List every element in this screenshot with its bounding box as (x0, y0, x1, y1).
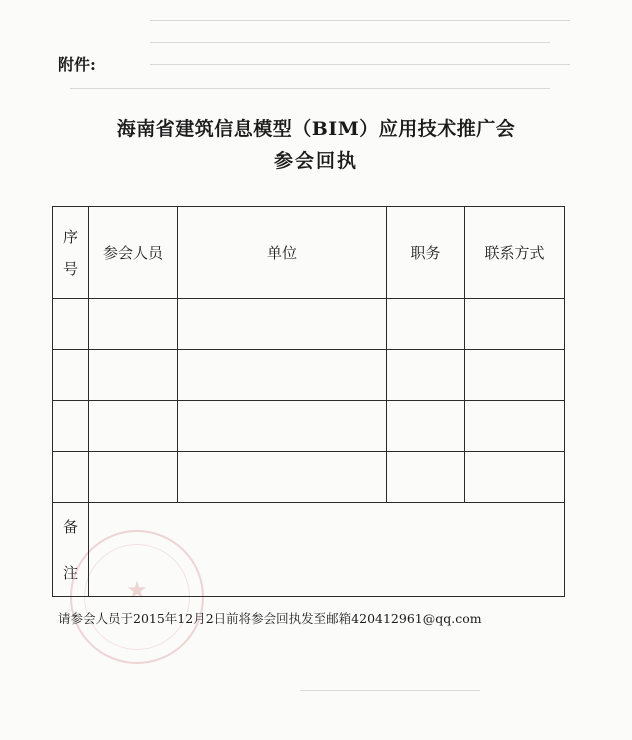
page-subtitle: 参会回执 (273, 150, 358, 172)
cell-organization[interactable] (178, 452, 387, 503)
cell-index[interactable] (53, 350, 89, 401)
cell-position[interactable] (387, 452, 465, 503)
column-header-position: 职务 (387, 207, 465, 299)
cell-position[interactable] (387, 350, 465, 401)
column-header-index: 序 号 (53, 207, 89, 299)
table-row (53, 452, 565, 503)
cell-position[interactable] (387, 401, 465, 452)
receipt-table (52, 206, 565, 597)
cell-organization[interactable] (178, 299, 387, 350)
cell-attendee[interactable] (89, 401, 178, 452)
column-header-attendee: 参会人员 (89, 207, 178, 299)
notes-row (53, 503, 565, 597)
cell-position[interactable] (387, 299, 465, 350)
bleed-through-line (70, 88, 550, 89)
cell-index[interactable] (53, 401, 89, 452)
bleed-through-line (150, 42, 550, 43)
cell-contact[interactable] (465, 452, 565, 503)
cell-index[interactable] (53, 299, 89, 350)
notes-label: 备 注 (53, 503, 89, 597)
seal-stamp: ★ (70, 530, 204, 664)
table-row (53, 401, 565, 452)
table-header-row (53, 207, 565, 299)
cell-contact[interactable] (465, 401, 565, 452)
bleed-through-line (300, 690, 480, 691)
column-header-contact: 联系方式 (465, 207, 565, 299)
notes-cell[interactable] (89, 503, 565, 597)
bleed-through-line (150, 20, 570, 21)
cell-contact[interactable] (465, 299, 565, 350)
page-title: 海南省建筑信息模型（BIM）应用技术推广会 (116, 118, 516, 140)
cell-attendee[interactable] (89, 350, 178, 401)
cell-attendee[interactable] (89, 452, 178, 503)
cell-attendee[interactable] (89, 299, 178, 350)
table-row (53, 350, 565, 401)
cell-contact[interactable] (465, 350, 565, 401)
cell-organization[interactable] (178, 350, 387, 401)
cell-index[interactable] (53, 452, 89, 503)
attachment-label: 附件: (58, 55, 96, 74)
table-row (53, 299, 565, 350)
submission-note: 请参会人员于2015年12月2日前将参会回执发至邮箱420412961@qq.com (58, 611, 482, 626)
bleed-through-line (150, 64, 570, 65)
cell-organization[interactable] (178, 401, 387, 452)
column-header-organization: 单位 (178, 207, 387, 299)
